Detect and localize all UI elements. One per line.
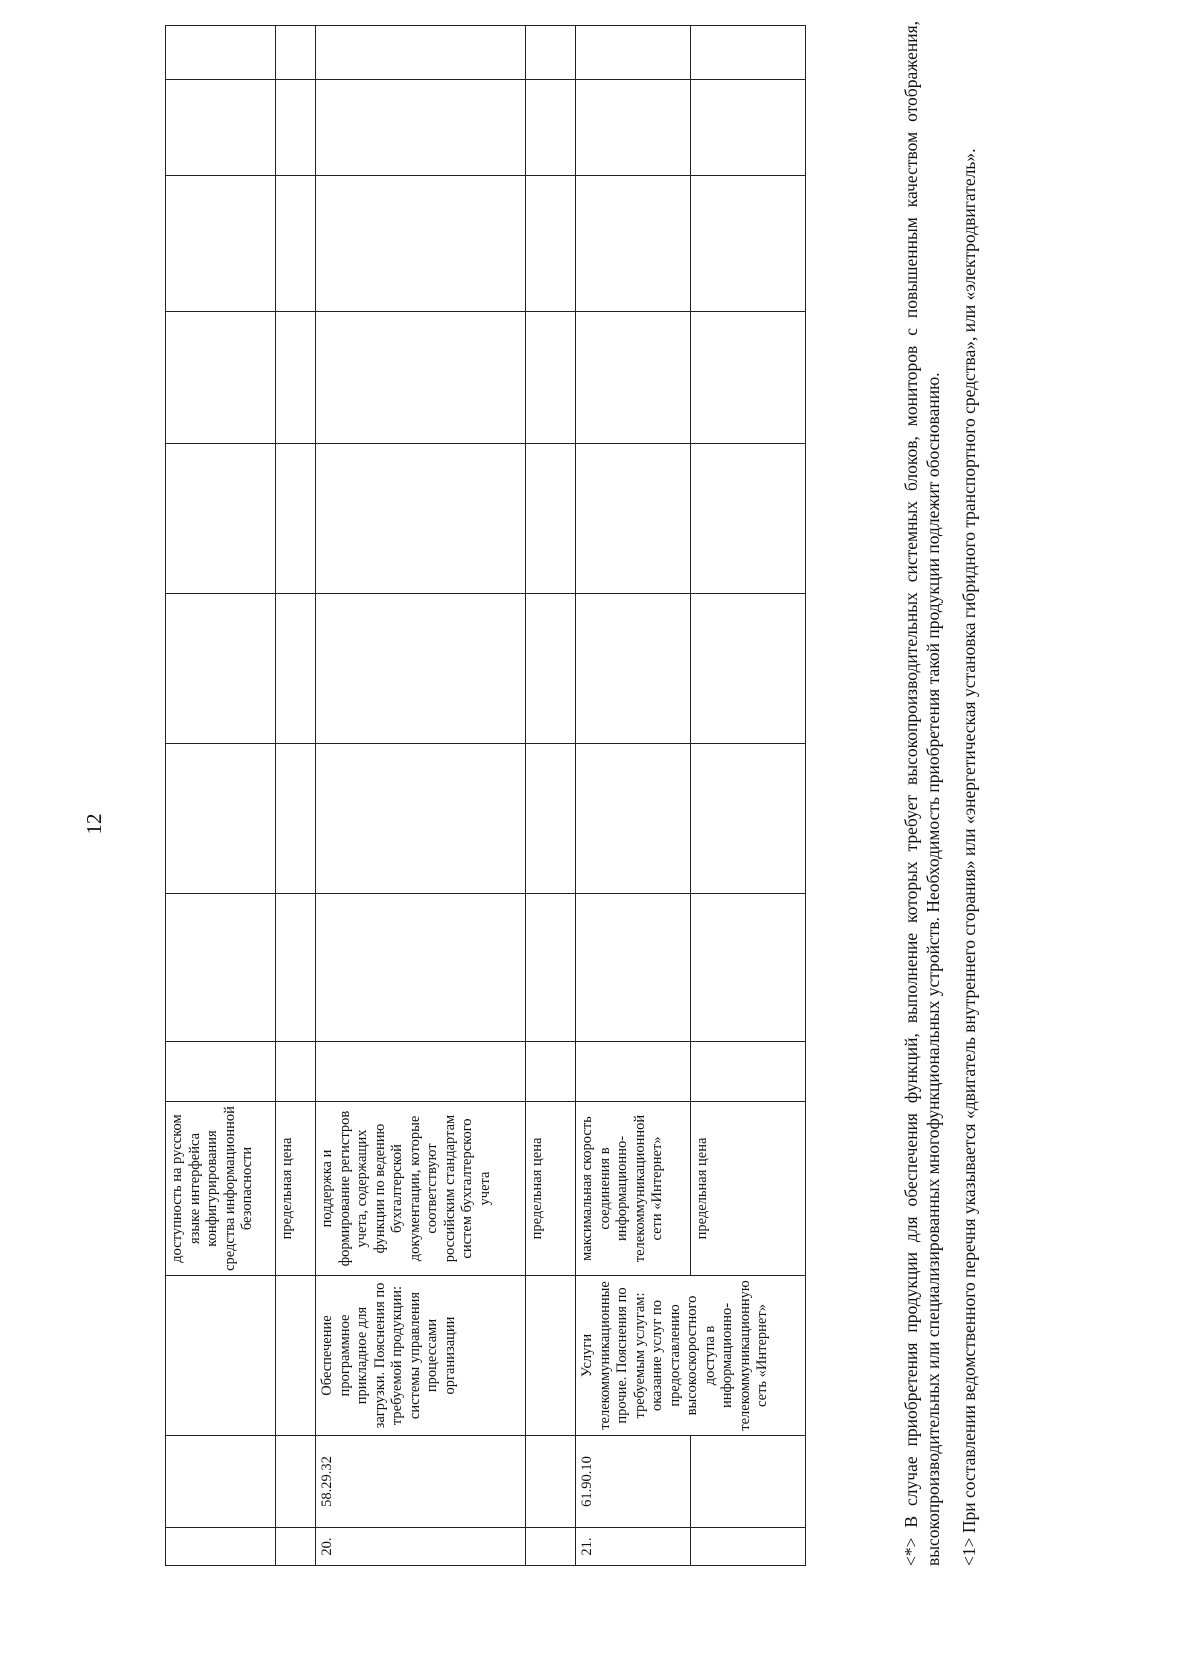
empty-cell [526,312,576,444]
empty-cell [166,26,276,80]
empty-cell [526,444,576,594]
empty-cell [316,444,526,594]
okpd-code-cell [526,1436,576,1528]
footnotes [900,21,994,1566]
empty-cell [166,1042,276,1102]
row-number-cell [276,1528,316,1566]
requirements-table [165,25,806,1566]
empty-cell [316,594,526,744]
okpd-code-cell: 58.29.32 [316,1436,526,1528]
empty-cell [691,594,806,744]
empty-cell [526,594,576,744]
product-name-cell: Обеспечение программное прикладное для загрузки. Пояснения по требуемой продукции: системы управления процессами организации [316,1276,526,1436]
empty-cell [166,594,276,744]
empty-cell [316,1042,526,1102]
characteristic-cell: доступность на русском языке интерфейса конфигурирования средства информационной безопасности [166,1102,276,1276]
empty-cell [316,312,526,444]
empty-cell [576,80,691,176]
product-name-cell [526,1276,576,1436]
empty-cell [691,80,806,176]
empty-cell [276,1042,316,1102]
empty-cell [166,176,276,312]
empty-cell [576,1042,691,1102]
empty-cell [526,894,576,1042]
row-number-cell [526,1528,576,1566]
empty-cell [316,80,526,176]
empty-cell [691,26,806,80]
empty-cell [316,26,526,80]
product-name-cell [276,1276,316,1436]
okpd-code-cell [166,1436,276,1528]
empty-cell [276,744,316,894]
empty-cell [526,80,576,176]
table-row [276,26,316,1566]
empty-cell [316,744,526,894]
empty-cell [691,444,806,594]
table-row [316,26,526,1566]
characteristic-cell: предельная цена [691,1102,806,1276]
empty-cell [316,894,526,1042]
characteristic-cell: предельная цена [526,1102,576,1276]
empty-cell [166,894,276,1042]
characteristic-cell: предельная цена [276,1102,316,1276]
empty-cell [526,26,576,80]
empty-cell [691,312,806,444]
footnote-star: <*> В случае приобретения продукции для обеспечения функций, выполнение которых требует высокопроизводительных системных блоков, мониторов с повышенным качеством отображения, высокопроизводительных или специализированных многофункциональных устройств. Необходимость приобретения такой продукции подлежит обоснованию. [901,21,943,1566]
empty-cell [276,26,316,80]
empty-cell [166,312,276,444]
empty-cell [276,176,316,312]
empty-cell [166,444,276,594]
empty-cell [576,744,691,894]
empty-cell [526,1042,576,1102]
empty-cell [276,80,316,176]
empty-cell [166,744,276,894]
empty-cell [576,176,691,312]
empty-cell [691,176,806,312]
characteristic-cell: максимальная скорость соединения в информационно-телекоммуникационной сети «Интернет» [576,1102,691,1276]
characteristic-cell: поддержка и формирование регистров учета, содержащих функции по ведению бухгалтерской документации, которые соответствуют российским стандартам систем бухгалтерского учета [316,1102,526,1276]
empty-cell [576,312,691,444]
empty-cell [276,894,316,1042]
empty-cell [276,312,316,444]
footnote-one: <1> При составлении ведомственного перечня указывается «двигатель внутреннего сгорания» или «энергетическая установка гибридного транспортного средства», или «электродвигатель». [959,148,979,1566]
table-row [526,26,576,1566]
empty-cell [166,80,276,176]
product-name-cell [166,1276,276,1436]
page-number: 12 [82,813,106,835]
empty-cell [576,444,691,594]
empty-cell [691,894,806,1042]
empty-cell [691,744,806,894]
empty-cell [316,176,526,312]
row-number-cell: 20. [316,1528,526,1566]
row-number-cell [166,1528,276,1566]
empty-cell [276,444,316,594]
empty-cell [576,26,691,80]
okpd-code-cell: 61.90.10 [576,1436,691,1528]
empty-cell [576,894,691,1042]
empty-cell [276,594,316,744]
okpd-code-cell [691,1436,806,1528]
product-name-cell: Услуги телекоммуникационные прочие. Пояснения по требуемым услугам: оказание услуг по предоставлению высокоскоростного доступа в информационно-телекоммуникационную сеть «Интернет» [576,1276,806,1436]
empty-cell [691,1042,806,1102]
empty-cell [526,744,576,894]
okpd-code-cell [276,1436,316,1528]
row-number-cell: 21. [576,1528,691,1566]
row-number-cell [691,1528,806,1566]
table-row [576,26,691,1566]
table-row [166,26,276,1566]
empty-cell [576,594,691,744]
empty-cell [526,176,576,312]
